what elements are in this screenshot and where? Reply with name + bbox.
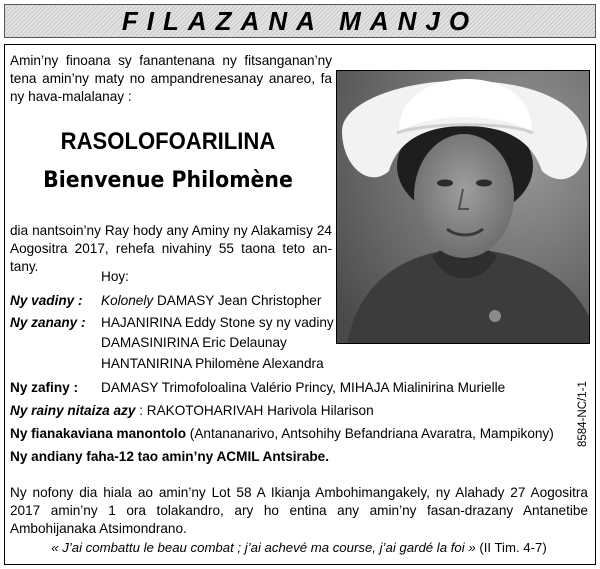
zanany-label: Ny zanany :: [10, 315, 86, 330]
notice-title: FILAZANA MANJO: [121, 5, 479, 36]
portrait-photo: [336, 70, 590, 344]
bible-quote: [10, 540, 588, 555]
deceased-surname: RASOLOFOARILINA: [60, 128, 276, 155]
burial-notice: Ny nofony dia hiala ao amin’ny Lot 58 A Ikianja Ambohimangakely, ny Alahady 27 Aogositra 2017 amin’ny 1 ora tolakandro, ary ho entina any amin’ny fasan-drazany Antanetibe Ambohijanaka Atsimondrano.: [10, 485, 588, 536]
andiany-row: [10, 448, 329, 466]
fianakaviana-value: (Antananarivo, Antsohihy Befandriana Avaratra, Mampikony): [189, 426, 554, 441]
header-band: [4, 4, 596, 38]
zanany-child-1: HAJANIRINA Eddy Stone sy ny vadiny: [101, 315, 334, 330]
zanany-row: [10, 314, 86, 332]
vadiny-row: [10, 292, 83, 310]
vadiny-value: [101, 292, 321, 310]
quote-reference: (II Tim. 4-7): [475, 540, 547, 555]
andiany-text: Ny andiany faha-12 tao amin’ny ACMIL Antsirabe.: [10, 449, 330, 464]
hoy-label: Hoy:: [101, 269, 129, 284]
rainy-value: : RAKOTOHARIVAH Harivola Hilarison: [139, 403, 374, 418]
zanany-child-3: HANTANIRINA Philomène Alexandra: [101, 356, 324, 371]
reference-code: 8584-NC/1-1: [577, 381, 589, 447]
zafiny-row: [10, 379, 78, 397]
vadiny-name: DAMASY Jean Christopher: [156, 293, 322, 308]
portrait-illustration: [337, 71, 590, 344]
quote-text: « J’ai combattu le beau combat ; j’ai achevé ma course, j’ai gardé la foi »: [51, 540, 476, 555]
death-notice: dia nantsoin’ny Ray hody any Aminy ny Alakamisy 24 Aogositra 2017, rehefa nivahiny 55 taona teto an-tany.: [10, 223, 332, 274]
zafiny-label: Ny zafiny :: [10, 380, 78, 395]
zanany-child-2: DAMASINIRINA Eric Delaunay: [101, 335, 287, 350]
deceased-given-names: Bienvenue Philomène: [43, 168, 293, 193]
rainy-label: Ny rainy nitaiza azy: [10, 403, 136, 418]
vadiny-title: Kolonely: [101, 293, 154, 308]
vadiny-label: Ny vadiny :: [10, 293, 83, 308]
zafiny-value: DAMASY Trimofoloalina Valério Princy, MIHAJA Mialinirina Murielle: [101, 380, 506, 395]
fianakaviana-label: Ny fianakaviana manontolo: [10, 426, 187, 441]
rainy-row: [10, 402, 374, 420]
intro-text: Amin’ny finoana sy fanantenana ny fitsanganan’ny tena amin’ny maty no ampandrenesanay anareo, fa ny hava-malalanay :: [10, 53, 332, 104]
fianakaviana-row: [10, 425, 554, 443]
